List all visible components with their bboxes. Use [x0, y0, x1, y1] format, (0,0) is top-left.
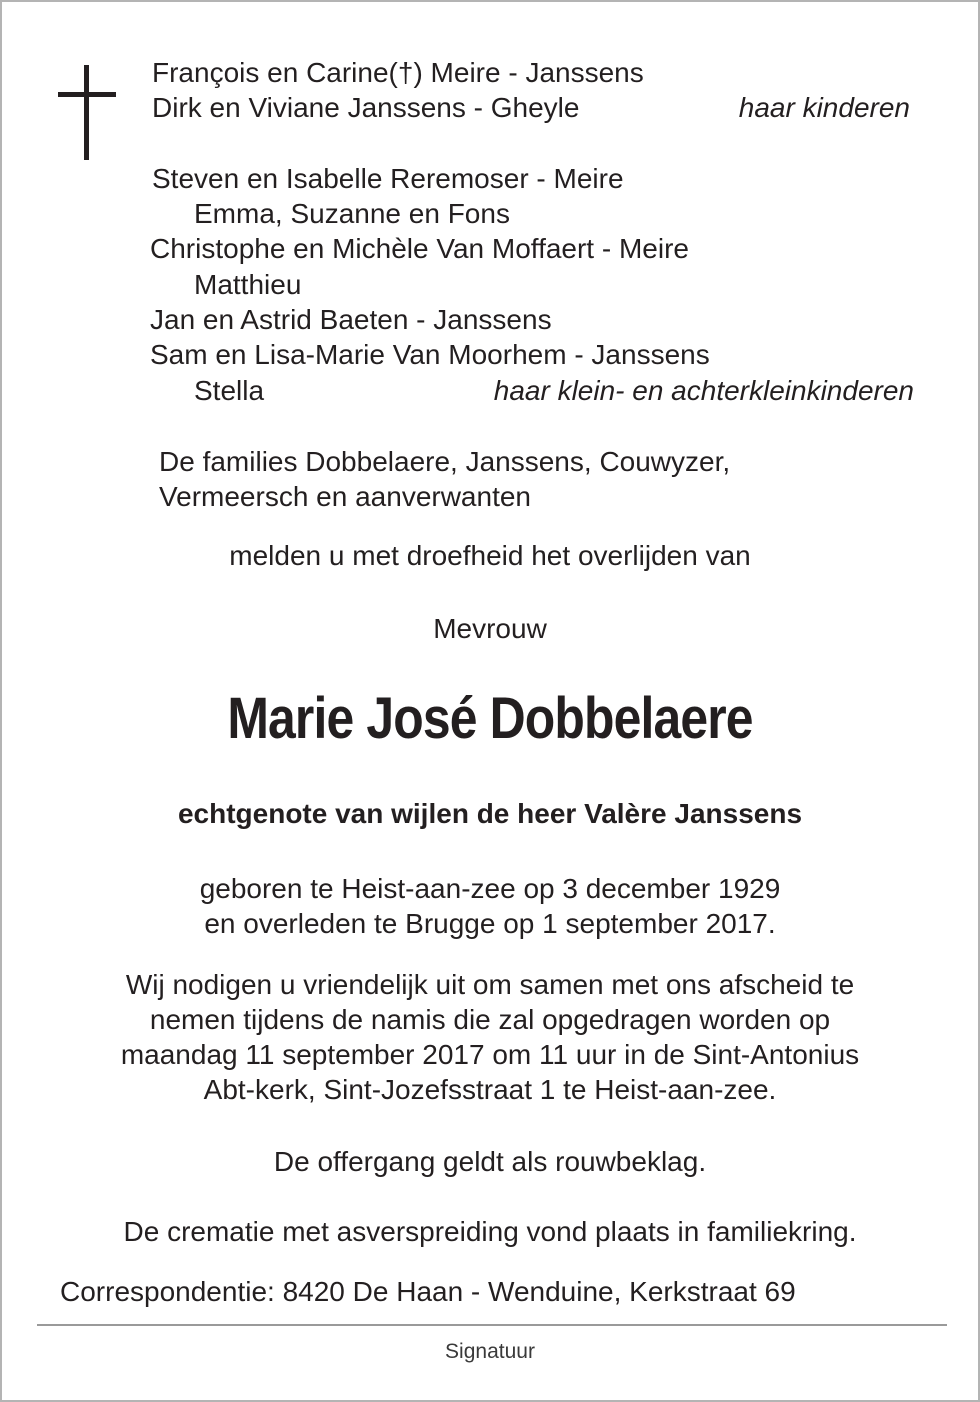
family-line: Steven en Isabelle Reremoser - Meire [152, 163, 624, 194]
relation-label: haar kinderen [738, 92, 910, 123]
invitation-line: Wij nodigen u vriendelijk uit om samen met ons afscheid te [125, 969, 855, 1000]
relation-label: haar klein- en achterkleinkinderen [493, 375, 914, 406]
correspondence-address: Correspondentie: 8420 De Haan - Wenduine, Kerkstraat 69 [60, 1276, 796, 1307]
family-line: Matthieu [194, 269, 302, 300]
deceased-name: Marie José Dobbelaere [227, 686, 753, 751]
announcement: melden u met droefheid het overlijden van [229, 540, 751, 571]
invitation-line: Abt-kerk, Sint-Jozefsstraat 1 te Heist-aan-zee. [203, 1074, 777, 1105]
cremation-note: De crematie met asverspreiding vond plaats in familiekring. [123, 1216, 857, 1247]
family-line: Jan en Astrid Baeten - Janssens [150, 304, 552, 335]
signature-label: Signatuur [445, 1340, 535, 1363]
family-line: Emma, Suzanne en Fons [194, 198, 510, 229]
family-line: Dirk en Viviane Janssens - Gheyle [152, 92, 580, 123]
family-line: Sam en Lisa-Marie Van Moorhem - Janssens [150, 339, 710, 370]
invitation-line: maandag 11 september 2017 om 11 uur in de Sint-Antonius [120, 1039, 860, 1070]
birth-line: geboren te Heist-aan-zee op 3 december 1929 [199, 873, 781, 904]
divider [37, 1324, 947, 1326]
offering-note: De offergang geldt als rouwbeklag. [273, 1146, 707, 1177]
cross-icon [58, 65, 116, 160]
families-line: Vermeersch en aanverwanten [159, 481, 531, 512]
family-line: Christophe en Michèle Van Moffaert - Meire [150, 233, 689, 264]
invitation-line: nemen tijdens de namis die zal opgedragen worden op [149, 1004, 831, 1035]
death-line: en overleden te Brugge op 1 september 2017. [204, 908, 776, 939]
salutation: Mevrouw [433, 613, 547, 644]
family-line: François en Carine(†) Meire - Janssens [152, 57, 644, 88]
families-line: De families Dobbelaere, Janssens, Couwyzer, [159, 446, 731, 477]
family-line: Stella [194, 375, 265, 406]
spouse-line: echtgenote van wijlen de heer Valère Janssens [177, 798, 803, 829]
